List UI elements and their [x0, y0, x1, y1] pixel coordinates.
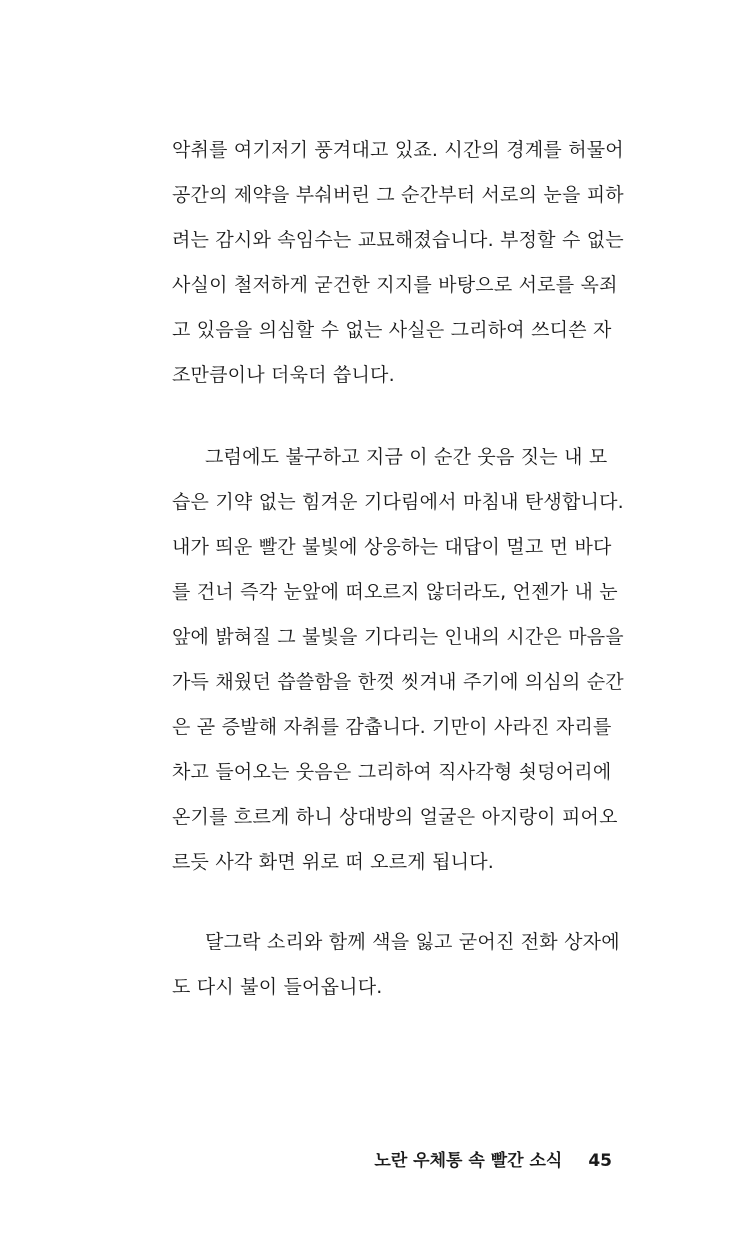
paragraph-3-line-1: 달그락 소리와 함께 색을 잃고 굳어진 전화 상자에: [205, 931, 620, 953]
paragraph-1-line-3: 려는 감시와 속임수는 교묘해졌습니다. 부정할 수 없는: [172, 229, 624, 251]
paragraph-2-line-4: 를 건너 즉각 눈앞에 떠오르지 않더라도, 언젠가 내 눈: [172, 581, 618, 603]
paragraph-1-line-5: 고 있음을 의심할 수 없는 사실은 그리하여 쓰디쓴 자: [172, 319, 612, 341]
paragraph-1-line-4: 사실이 철저하게 굳건한 지지를 바탕으로 서로를 옥죄: [172, 274, 618, 296]
paragraph-2-line-10: 르듯 사각 화면 위로 떠 오르게 됩니다.: [172, 851, 494, 873]
paragraph-2-line-3: 내가 띄운 빨간 불빛에 상응하는 대답이 멀고 먼 바다: [172, 536, 612, 558]
page-footer: [374, 1146, 612, 1171]
paragraph-2-line-9: 온기를 흐르게 하니 상대방의 얼굴은 아지랑이 피어오: [172, 806, 618, 828]
paragraph-3-line-2: 도 다시 불이 들어옵니다.: [172, 976, 383, 998]
page-number: 45: [588, 1151, 612, 1171]
paragraph-2-line-7: 은 곧 증발해 자취를 감춥니다. 기만이 사라진 자리를: [172, 716, 612, 738]
paragraph-2-line-5: 앞에 밝혀질 그 불빛을 기다리는 인내의 시간은 마음을: [172, 626, 624, 648]
paragraph-1-line-6: 조만큼이나 더욱더 씁니다.: [172, 364, 395, 386]
paragraph-2-line-6: 가득 채웠던 씁쓸함을 한껏 씻겨내 주기에 의심의 순간: [172, 671, 624, 693]
paragraph-2-line-8: 차고 들어오는 웃음은 그리하여 직사각형 쇳덩어리에: [172, 761, 612, 783]
paragraph-1-line-2: 공간의 제약을 부숴버린 그 순간부터 서로의 눈을 피하: [172, 184, 624, 206]
paragraph-1-line-1: 악취를 여기저기 풍겨대고 있죠. 시간의 경계를 허물어: [172, 139, 624, 161]
paragraph-2-line-2: 습은 기약 없는 힘겨운 기다림에서 마침내 탄생합니다.: [172, 491, 624, 513]
paragraph-2-line-1: 그럼에도 불구하고 지금 이 순간 웃음 짓는 내 모: [205, 446, 608, 468]
running-title: 노란 우체통 속 빨간 소식: [374, 1151, 563, 1171]
